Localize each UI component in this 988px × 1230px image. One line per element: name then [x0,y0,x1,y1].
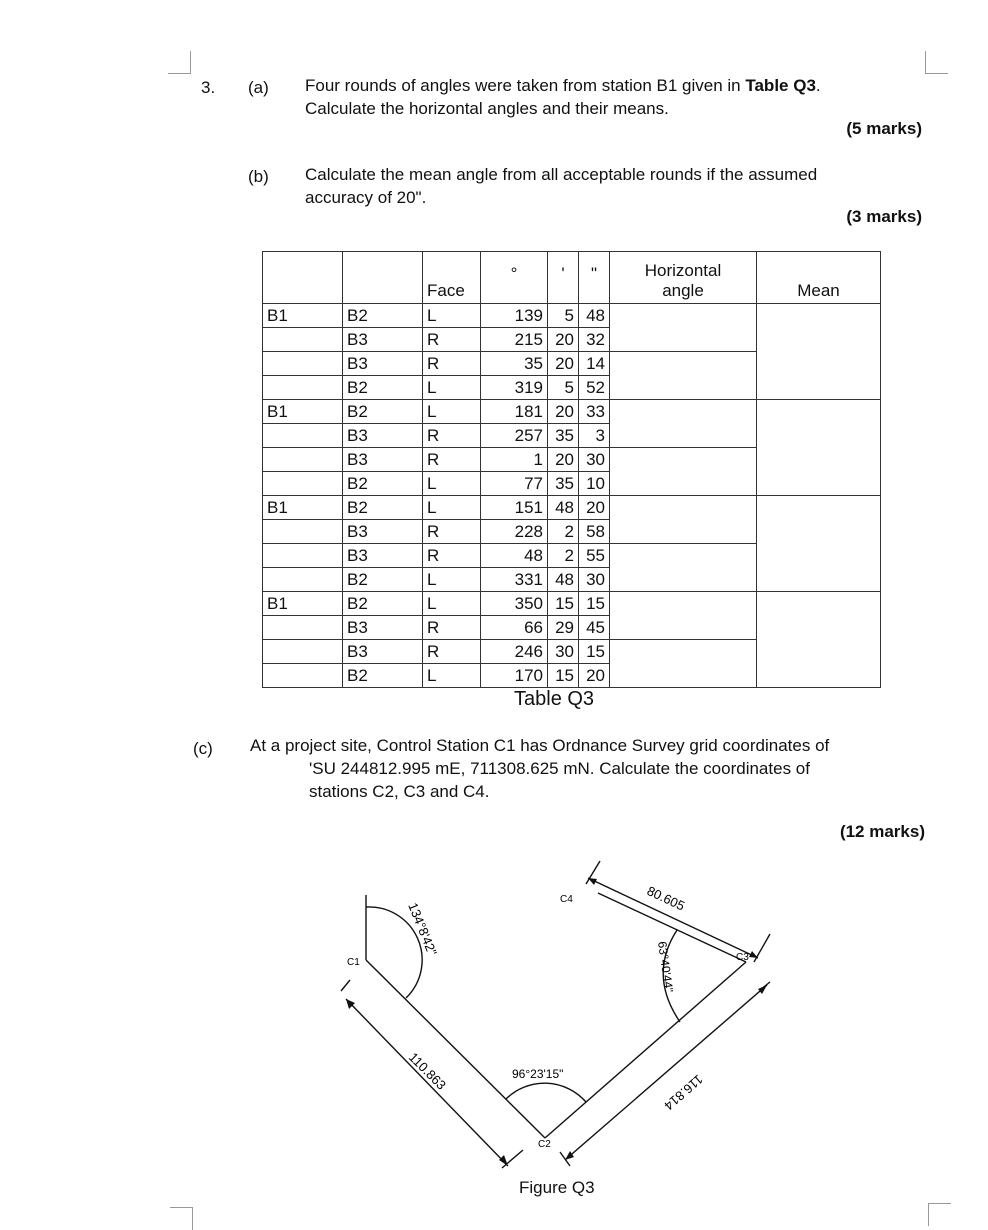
cell-target: B3 [343,448,423,472]
cell-minutes: 20 [548,400,579,424]
cell-face: L [423,472,481,496]
cell-seconds: 30 [579,448,610,472]
cell-minutes: 20 [548,328,579,352]
cell-face: L [423,664,481,688]
cell-degrees: 66 [481,616,548,640]
dim-line-c3-c4 [588,878,758,958]
cell-target: B2 [343,496,423,520]
cell-target: B3 [343,328,423,352]
station-c4-label: C4 [560,894,573,905]
cell-seconds: 48 [579,304,610,328]
header-seconds: " [579,252,610,304]
cell-degrees: 77 [481,472,548,496]
cell-minutes: 15 [548,592,579,616]
cell-face: L [423,592,481,616]
header-horizontal-line1: Horizontal [644,261,722,280]
cell-degrees: 319 [481,376,548,400]
cell-face: R [423,424,481,448]
cell-degrees: 1 [481,448,548,472]
cell-seconds: 10 [579,472,610,496]
distance-c2-c3-label: 116.814 [661,1071,706,1114]
header-degrees: ° [481,252,548,304]
cell-minutes: 5 [548,304,579,328]
cell-seconds: 14 [579,352,610,376]
cell-target: B2 [343,304,423,328]
cell-target: B3 [343,352,423,376]
arrow-c3-c4-start [588,878,597,885]
cell-minutes: 20 [548,352,579,376]
arrow-c3-c4-end [749,951,758,958]
cell-minutes: 30 [548,640,579,664]
cell-degrees: 246 [481,640,548,664]
line-c2-c3 [545,962,746,1138]
distance-c1-c2-label: 110.863 [405,1049,450,1093]
cell-face: L [423,304,481,328]
cell-target: B3 [343,544,423,568]
cell-seconds: 33 [579,400,610,424]
cell-seconds: 45 [579,616,610,640]
cell-degrees: 151 [481,496,548,520]
part-b-text-line1: Calculate the mean angle from all acceptable rounds if the assumed [305,165,818,184]
cell-target: B2 [343,664,423,688]
arrow-c2-c3-end [758,985,767,994]
part-c-text-line1: At a project site, Control Station C1 has Ordnance Survey grid coordinates of [250,736,830,755]
part-a-label: (a) [248,78,269,97]
cell-seconds: 30 [579,568,610,592]
cell-minutes: 29 [548,616,579,640]
cell-seconds: 15 [579,640,610,664]
cell-degrees: 215 [481,328,548,352]
cell-target: B2 [343,400,423,424]
cell-station: B1 [263,496,343,520]
cell-degrees: 139 [481,304,548,328]
cell-degrees: 35 [481,352,548,376]
cell-target: B2 [343,592,423,616]
part-a-line1-pre: Four rounds of angles were taken from station B1 given in [305,76,746,95]
cell-minutes: 20 [548,448,579,472]
cell-face: L [423,376,481,400]
cell-degrees: 228 [481,520,548,544]
part-b-label: (b) [248,167,269,186]
cell-target: B2 [343,472,423,496]
distance-c3-c4-label: 80.605 [644,883,688,914]
station-c1-label: C1 [347,957,360,968]
cell-minutes: 15 [548,664,579,688]
part-c-text-line2: 'SU 244812.995 mE, 711308.625 mN. Calculate the coordinates of [309,759,810,778]
cell-target: B3 [343,520,423,544]
cell-face: R [423,616,481,640]
table-caption: Table Q3 [514,688,595,710]
angle-c2-label: 96°23'15" [512,1067,564,1081]
cell-face: L [423,400,481,424]
cell-degrees: 48 [481,544,548,568]
cell-station: B1 [263,592,343,616]
cell-minutes: 2 [548,520,579,544]
cell-target: B2 [343,376,423,400]
cell-minutes: 35 [548,424,579,448]
cell-target: B2 [343,568,423,592]
cell-seconds: 15 [579,592,610,616]
question-number: 3. [201,78,216,97]
part-c-text-line3: stations C2, C3 and C4. [309,782,490,801]
cell-minutes: 5 [548,376,579,400]
dim-line-c1-c2 [346,999,508,1166]
station-c3-label: C3 [736,952,749,963]
cell-minutes: 48 [548,568,579,592]
cell-seconds: 32 [579,328,610,352]
cell-minutes: 2 [548,544,579,568]
part-a-line1-post: . [815,76,821,95]
cell-seconds: 3 [579,424,610,448]
part-a-marks: (5 marks) [846,119,922,138]
table-q3-reference: Table Q3 [745,76,816,95]
angle-c1-label: 134°8'42" [405,900,440,958]
cell-seconds: 55 [579,544,610,568]
cell-face: R [423,352,481,376]
cell-station: B1 [263,400,343,424]
cell-degrees: 170 [481,664,548,688]
header-minutes: ' [548,252,579,304]
angle-c3-label: 63°40'44" [655,940,677,994]
cell-seconds: 20 [579,664,610,688]
header-face: Face [423,252,481,304]
cell-face: R [423,520,481,544]
cell-station: B1 [263,304,343,328]
cell-face: R [423,544,481,568]
cell-face: R [423,448,481,472]
part-c-marks: (12 marks) [839,822,925,841]
dim-tick-c1 [341,980,350,991]
cell-degrees: 350 [481,592,548,616]
dim-line-c2-c3 [565,985,767,1160]
cell-seconds: 52 [579,376,610,400]
cell-minutes: 35 [548,472,579,496]
arrow-c1-c2-end [499,1155,508,1166]
cell-minutes: 48 [548,496,579,520]
part-b-marks: (3 marks) [846,207,922,226]
cell-degrees: 331 [481,568,548,592]
header-horizontal-line2: angle [662,281,704,300]
figure-caption: Figure Q3 [519,1178,595,1197]
arc-angle-c2 [506,1083,586,1102]
cell-seconds: 58 [579,520,610,544]
station-c2-label: C2 [538,1139,551,1150]
header-mean: Mean [757,252,881,304]
part-c-label: (c) [193,739,213,758]
cell-face: R [423,640,481,664]
cell-target: B3 [343,640,423,664]
cell-seconds: 20 [579,496,610,520]
cell-face: L [423,496,481,520]
cell-target: B3 [343,424,423,448]
cell-degrees: 257 [481,424,548,448]
cell-degrees: 181 [481,400,548,424]
cell-face: L [423,568,481,592]
part-b-text-line2: accuracy of 20". [305,188,427,207]
cell-target: B3 [343,616,423,640]
arrow-c2-c3-start [565,1151,574,1160]
cell-face: R [423,328,481,352]
part-a-text-line2: Calculate the horizontal angles and their means. [305,99,669,118]
